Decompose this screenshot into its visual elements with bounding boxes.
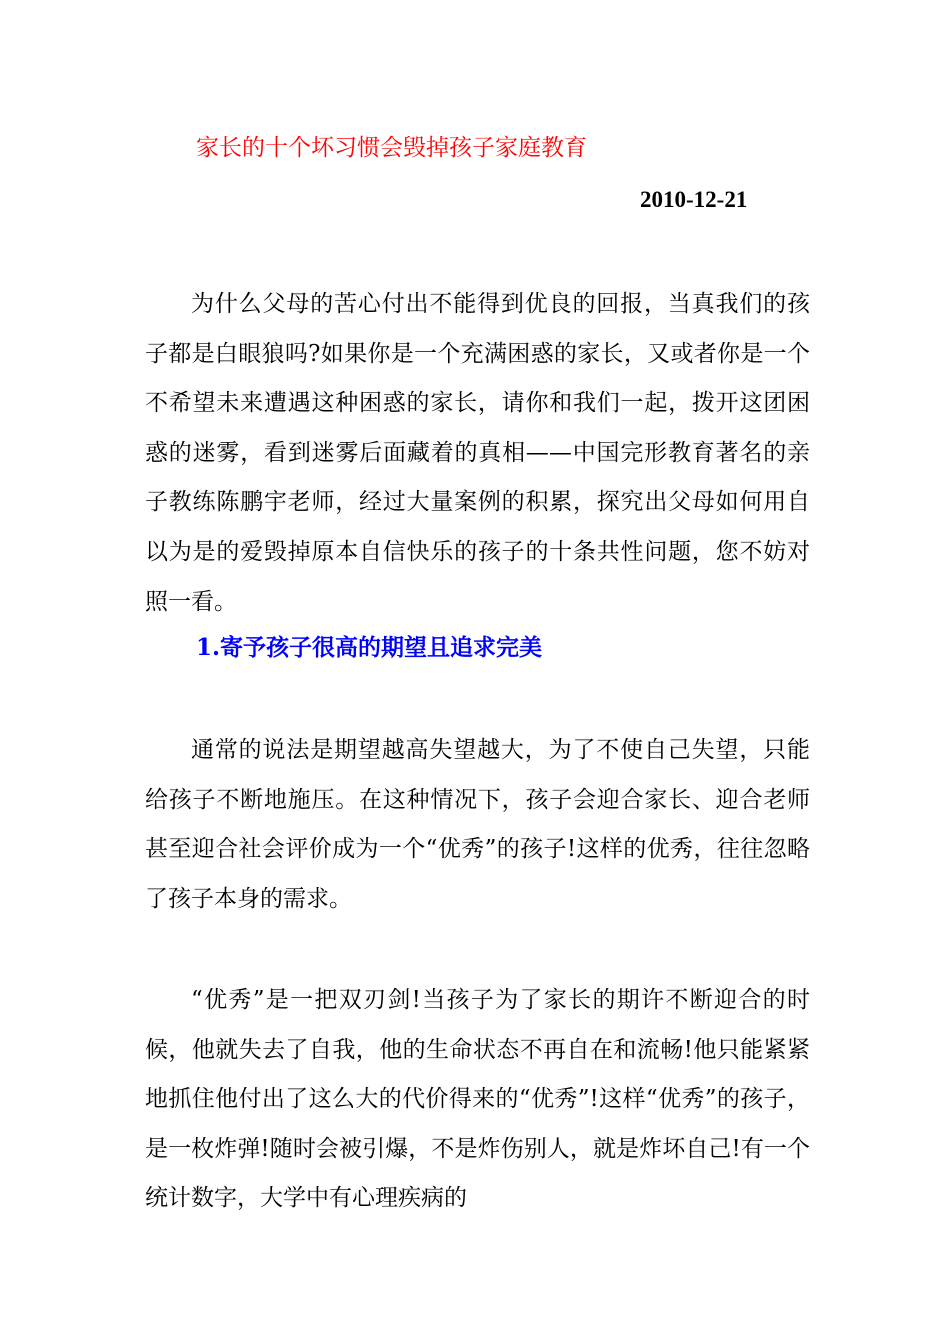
- section1-paragraph-1: 通常的说法是期望越高失望越大，为了不使自己失望，只能给孩子不断地施压。在这种情况下，孩子会迎合家长、迎合老师甚至迎合社会评价成为一个“优秀”的孩子!这样的优秀，往往忽略了孩子本身的需求。: [145, 737, 810, 912]
- section1-paragraph-2: “优秀”是一把双刃剑!当孩子为了家长的期许不断迎合的时候，他就失去了自我，他的生命状态不再自在和流畅!他只能紧紧地抓住他付出了这么大的代价得来的“优秀”!这样“优秀”的孩子，是一枚炸弹!随时会被引爆，不是炸伤别人，就是炸坏自己!有一个统计数字，大学中有心理疾病的: [145, 987, 810, 1212]
- section-heading-1: 1.寄予孩子很高的期望且追求完美: [196, 634, 543, 661]
- intro-paragraph: 为什么父母的苦心付出不能得到优良的回报，当真我们的孩子都是白眼狼吗?如果你是一个充满困惑的家长，又或者你是一个不希望未来遭遇这种困惑的家长，请你和我们一起，拨开这团困惑的迷雾，看到迷雾后面藏着的真相——中国完形教育著名的亲子教练陈鹏宇老师，经过大量案例的积累，探究出父母如何用自以为是的爱毁掉原本自信快乐的孩子的十条共性问题，您不妨对照一看。: [145, 291, 810, 615]
- document-date: 2010-12-21: [640, 187, 748, 212]
- document-title: 家长的十个坏习惯会毁掉孩子家庭教育: [196, 135, 587, 161]
